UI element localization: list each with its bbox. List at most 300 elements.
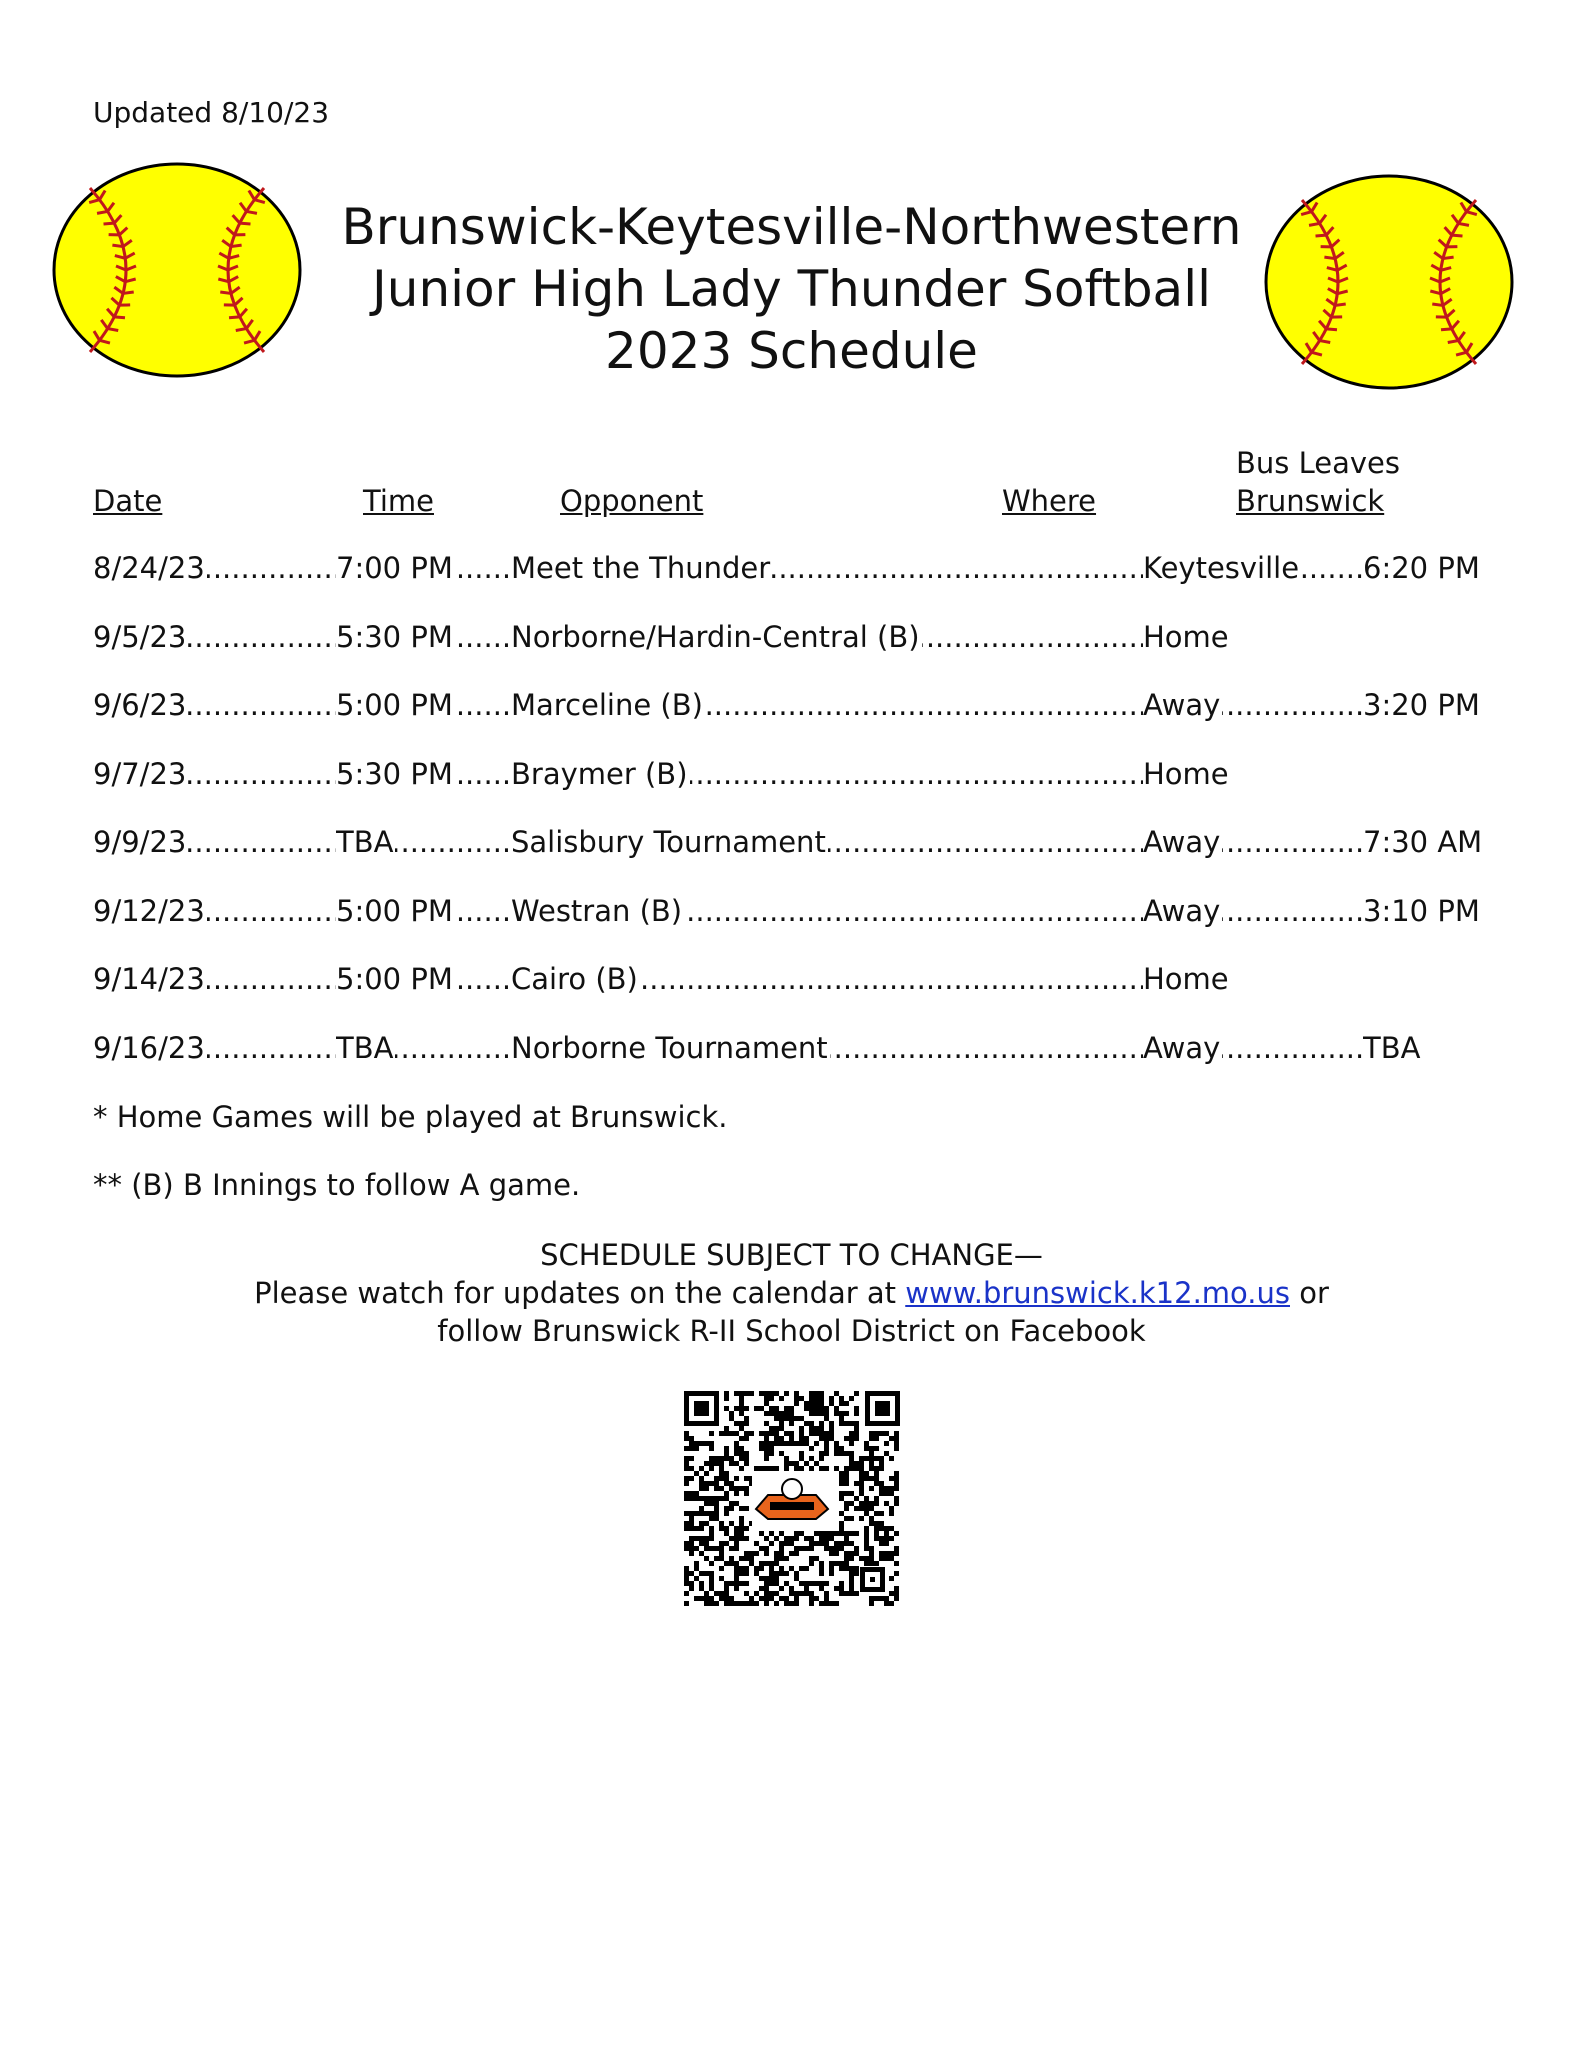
qr-module: [734, 1431, 739, 1436]
qr-module: [804, 1401, 809, 1406]
qr-module: [739, 1396, 744, 1401]
qr-module: [729, 1556, 734, 1561]
qr-module: [859, 1486, 864, 1491]
game-where: Keytesville: [1143, 551, 1300, 585]
qr-module: [869, 1561, 874, 1566]
qr-module: [859, 1476, 864, 1481]
qr-module: [864, 1546, 869, 1551]
qr-module: [734, 1446, 739, 1451]
stitch-mark: [1458, 223, 1469, 225]
qr-module: [764, 1411, 769, 1416]
qr-module: [849, 1456, 854, 1461]
qr-module: [869, 1466, 874, 1471]
qr-module: [794, 1551, 799, 1556]
qr-module: [724, 1506, 729, 1511]
qr-module: [894, 1561, 899, 1566]
qr-module: [699, 1481, 704, 1486]
qr-module: [719, 1596, 724, 1601]
qr-module: [799, 1396, 804, 1401]
qr-module: [809, 1596, 814, 1601]
qr-module: [734, 1576, 739, 1581]
qr-module: [714, 1476, 719, 1481]
qr-module: [709, 1461, 714, 1466]
qr-module: [799, 1591, 804, 1596]
qr-module: [734, 1491, 739, 1496]
qr-module: [714, 1456, 719, 1461]
qr-module: [714, 1501, 719, 1506]
qr-module: [874, 1501, 879, 1506]
stitch-mark: [114, 317, 125, 318]
qr-module: [694, 1546, 699, 1551]
qr-module: [829, 1531, 834, 1536]
qr-module: [809, 1466, 814, 1471]
qr-module: [684, 1511, 689, 1516]
qr-module: [739, 1506, 744, 1511]
qr-module: [784, 1406, 789, 1411]
qr-module: [714, 1516, 719, 1521]
qr-module: [759, 1446, 764, 1451]
qr-module: [779, 1426, 784, 1431]
qr-module: [859, 1506, 864, 1511]
qr-module: [889, 1476, 894, 1481]
stitch-mark: [240, 223, 251, 224]
qr-module: [764, 1391, 769, 1396]
qr-module: [879, 1551, 884, 1556]
qr-module: [734, 1546, 739, 1551]
qr-module: [794, 1401, 799, 1406]
qr-module: [774, 1561, 779, 1566]
game-date: 9/9/23: [93, 825, 187, 859]
qr-module: [854, 1431, 859, 1436]
qr-module: [684, 1521, 689, 1526]
qr-module: [824, 1416, 829, 1421]
qr-module: [794, 1391, 799, 1396]
qr-module: [824, 1406, 829, 1411]
qr-module: [734, 1461, 739, 1466]
stitch-mark: [1326, 329, 1337, 330]
qr-module: [784, 1536, 789, 1541]
qr-module: [774, 1426, 779, 1431]
footer-line-2: [200, 1274, 1383, 1312]
qr-module: [724, 1541, 729, 1546]
qr-module: [779, 1451, 784, 1456]
qr-module: [859, 1556, 864, 1561]
qr-module: [759, 1546, 764, 1551]
qr-module: [754, 1551, 759, 1556]
qr-module: [739, 1391, 744, 1396]
qr-module: [769, 1426, 774, 1431]
qr-module: [844, 1481, 849, 1486]
qr-module: [754, 1466, 759, 1471]
qr-module: [684, 1436, 689, 1441]
qr-module: [819, 1411, 824, 1416]
qr-module: [689, 1466, 694, 1471]
qr-module: [699, 1586, 704, 1591]
game-date: 9/14/23: [93, 962, 205, 996]
qr-module: [874, 1521, 879, 1526]
qr-code-icon[interactable]: [684, 1391, 900, 1607]
game-opponent: Norborne/Hardin-Central (B): [511, 619, 920, 654]
qr-module: [709, 1576, 714, 1581]
game-date: 9/6/23: [93, 688, 187, 722]
qr-module: [814, 1401, 819, 1406]
qr-module: [734, 1406, 739, 1411]
qr-module: [804, 1436, 809, 1441]
qr-module: [759, 1596, 764, 1601]
qr-module: [774, 1571, 779, 1576]
qr-module: [894, 1481, 899, 1486]
qr-module: [829, 1421, 834, 1426]
game-time: 5:30 PM: [336, 756, 453, 791]
qr-module: [779, 1566, 784, 1571]
qr-module: [684, 1581, 689, 1586]
qr-module: [849, 1576, 854, 1581]
qr-module: [759, 1391, 764, 1396]
qr-module: [689, 1511, 694, 1516]
qr-module: [804, 1536, 809, 1541]
qr-module: [844, 1591, 849, 1596]
qr-module: [814, 1596, 819, 1601]
qr-module: [689, 1571, 694, 1576]
stitch-mark: [1320, 341, 1331, 343]
qr-module: [894, 1546, 899, 1551]
thunder-logo-icon: [752, 1471, 832, 1527]
qr-module: [699, 1526, 704, 1531]
qr-module: [734, 1391, 739, 1396]
qr-module: [884, 1531, 889, 1536]
qr-module: [829, 1546, 834, 1551]
qr-module: [714, 1546, 719, 1551]
qr-module: [889, 1511, 894, 1516]
qr-module: [889, 1491, 894, 1496]
qr-module: [779, 1421, 784, 1426]
qr-module: [789, 1441, 794, 1446]
qr-module: [724, 1426, 729, 1431]
qr-module: [849, 1501, 854, 1506]
qr-module: [819, 1396, 824, 1401]
qr-module: [844, 1531, 849, 1536]
qr-module: [759, 1466, 764, 1471]
qr-module: [774, 1591, 779, 1596]
qr-module: [804, 1581, 809, 1586]
qr-module: [704, 1601, 709, 1606]
qr-module: [809, 1431, 814, 1436]
qr-module: [849, 1436, 854, 1441]
qr-module: [699, 1521, 704, 1526]
qr-module: [819, 1466, 824, 1471]
qr-module: [809, 1426, 814, 1431]
qr-module: [779, 1546, 784, 1551]
qr-module: [709, 1581, 714, 1586]
game-date: 9/5/23: [93, 619, 187, 654]
qr-module: [744, 1391, 749, 1396]
qr-module: [724, 1601, 729, 1606]
stitch-mark: [1309, 223, 1320, 225]
qr-module: [764, 1561, 769, 1566]
qr-module: [719, 1541, 724, 1546]
qr-module: [704, 1596, 709, 1601]
qr-module: [744, 1456, 749, 1461]
game-time: 5:00 PM: [336, 688, 453, 722]
qr-module: [869, 1486, 874, 1491]
qr-module: [814, 1581, 819, 1586]
qr-module: [709, 1456, 714, 1461]
qr-module: [864, 1496, 869, 1501]
qr-module: [689, 1536, 694, 1541]
qr-module: [829, 1566, 834, 1571]
qr-module: [784, 1541, 789, 1546]
qr-module: [894, 1501, 899, 1506]
qr-module: [684, 1566, 689, 1571]
game-date: 9/12/23: [93, 893, 205, 928]
qr-module: [794, 1591, 799, 1596]
qr-module: [809, 1401, 814, 1406]
qr-module: [894, 1571, 899, 1576]
qr-module: [854, 1531, 859, 1536]
qr-module: [704, 1486, 709, 1491]
qr-module: [884, 1491, 889, 1496]
website-link[interactable]: www.brunswick.k12.mo.us: [905, 1276, 1290, 1310]
qr-module: [724, 1581, 729, 1586]
qr-module: [839, 1416, 844, 1421]
qr-module: [844, 1566, 849, 1571]
qr-module: [819, 1401, 824, 1406]
qr-module: [814, 1391, 819, 1396]
qr-module: [744, 1601, 749, 1606]
qr-module: [704, 1541, 709, 1546]
qr-module: [874, 1446, 879, 1451]
qr-module: [884, 1501, 889, 1506]
qr-module: [774, 1556, 779, 1561]
stitch-mark: [229, 317, 240, 318]
qr-module: [719, 1546, 724, 1551]
qr-module: [854, 1481, 859, 1486]
qr-module: [889, 1576, 894, 1581]
qr-module: [859, 1461, 864, 1466]
qr-module: [684, 1601, 689, 1606]
qr-module: [709, 1596, 714, 1601]
game-time: 5:30 PM: [336, 619, 453, 654]
qr-module: [839, 1541, 844, 1546]
qr-module: [779, 1531, 784, 1536]
qr-module: [784, 1601, 789, 1606]
qr-module: [744, 1431, 749, 1436]
qr-module: [689, 1476, 694, 1481]
qr-module: [889, 1601, 894, 1606]
qr-module: [824, 1446, 829, 1451]
qr-module: [769, 1541, 774, 1546]
qr-module: [819, 1426, 824, 1431]
qr-module: [809, 1411, 814, 1416]
qr-module: [839, 1491, 844, 1496]
qr-module: [784, 1411, 789, 1416]
qr-module: [709, 1481, 714, 1486]
qr-module: [719, 1551, 724, 1556]
qr-module: [749, 1596, 754, 1601]
qr-module: [874, 1511, 879, 1516]
qr-module: [799, 1466, 804, 1471]
qr-module: [779, 1571, 784, 1576]
qr-module: [864, 1556, 869, 1561]
qr-module: [889, 1436, 894, 1441]
qr-module: [744, 1461, 749, 1466]
qr-module: [739, 1421, 744, 1426]
qr-module: [859, 1481, 864, 1486]
qr-module: [884, 1556, 889, 1561]
qr-module: [794, 1536, 799, 1541]
qr-module: [784, 1466, 789, 1471]
qr-module: [894, 1446, 899, 1451]
qr-module: [714, 1591, 719, 1596]
qr-module: [799, 1531, 804, 1536]
qr-module: [729, 1561, 734, 1566]
qr-module: [894, 1531, 899, 1536]
qr-module: [794, 1466, 799, 1471]
qr-module: [724, 1451, 729, 1456]
qr-module: [824, 1541, 829, 1546]
qr-module: [739, 1556, 744, 1561]
qr-module: [764, 1456, 769, 1461]
qr-module: [769, 1396, 774, 1401]
qr-module: [799, 1451, 804, 1456]
qr-module: [779, 1551, 784, 1556]
qr-module: [769, 1446, 774, 1451]
qr-module: [759, 1561, 764, 1566]
qr-module: [809, 1591, 814, 1596]
qr-module: [839, 1471, 844, 1476]
qr-module: [754, 1571, 759, 1576]
qr-module: [704, 1441, 709, 1446]
qr-module: [879, 1536, 884, 1541]
qr-module: [734, 1561, 739, 1566]
qr-module: [689, 1521, 694, 1526]
qr-module: [844, 1451, 849, 1456]
qr-module: [709, 1501, 714, 1506]
qr-module: [744, 1551, 749, 1556]
qr-module: [849, 1461, 854, 1466]
qr-module: [819, 1531, 824, 1536]
qr-module: [864, 1531, 869, 1536]
qr-module: [784, 1416, 789, 1421]
game-opponent: Norborne Tournament: [511, 1030, 828, 1065]
qr-module: [684, 1546, 689, 1551]
qr-module: [844, 1471, 849, 1476]
qr-module: [784, 1556, 789, 1561]
qr-module: [684, 1541, 689, 1546]
qr-module: [719, 1456, 724, 1461]
qr-module: [854, 1571, 859, 1576]
qr-module: [789, 1536, 794, 1541]
game-where: Home: [1143, 619, 1229, 654]
qr-module: [809, 1446, 814, 1451]
qr-module: [879, 1596, 884, 1601]
stitch-mark: [123, 292, 134, 293]
footer-line-2-pre: Please watch for updates on the calendar at: [254, 1276, 906, 1310]
qr-module: [769, 1596, 774, 1601]
qr-module: [744, 1491, 749, 1496]
qr-module: [684, 1466, 689, 1471]
qr-module: [694, 1446, 699, 1451]
qr-module: [804, 1591, 809, 1596]
game-time: 7:00 PM: [336, 551, 453, 585]
qr-module: [829, 1436, 834, 1441]
qr-module: [759, 1566, 764, 1571]
qr-module: [759, 1586, 764, 1591]
qr-module: [724, 1531, 729, 1536]
qr-module: [734, 1476, 739, 1481]
stitch-mark: [1448, 341, 1459, 343]
qr-module: [834, 1391, 839, 1396]
qr-module: [774, 1601, 779, 1606]
qr-module: [879, 1556, 884, 1561]
game-where: Away: [1143, 825, 1221, 859]
qr-module: [709, 1526, 714, 1531]
header-time: Time: [363, 484, 434, 518]
qr-module: [799, 1441, 804, 1446]
qr-module: [824, 1436, 829, 1441]
qr-module: [864, 1536, 869, 1541]
qr-module: [774, 1406, 779, 1411]
qr-module: [894, 1551, 899, 1556]
qr-module: [764, 1466, 769, 1471]
qr-module: [889, 1536, 894, 1541]
qr-module: [749, 1601, 754, 1606]
qr-module: [839, 1566, 844, 1571]
qr-module: [719, 1431, 724, 1436]
header-date: Date: [93, 484, 163, 518]
qr-module: [769, 1406, 774, 1411]
qr-module: [684, 1571, 689, 1576]
qr-module: [894, 1496, 899, 1501]
stitch-mark: [1452, 235, 1463, 236]
qr-module: [829, 1561, 834, 1566]
qr-module: [729, 1431, 734, 1436]
qr-module: [884, 1551, 889, 1556]
qr-module: [744, 1451, 749, 1456]
qr-module: [689, 1446, 694, 1451]
qr-module: [894, 1486, 899, 1491]
qr-module: [794, 1416, 799, 1421]
qr-module: [834, 1561, 839, 1566]
qr-module: [694, 1576, 699, 1581]
qr-module: [784, 1431, 789, 1436]
qr-module: [879, 1456, 884, 1461]
qr-module: [839, 1481, 844, 1486]
qr-module: [864, 1541, 869, 1546]
qr-module: [864, 1441, 869, 1446]
qr-module: [699, 1541, 704, 1546]
qr-module: [884, 1441, 889, 1446]
qr-module: [759, 1531, 764, 1536]
qr-module: [854, 1496, 859, 1501]
qr-module: [739, 1466, 744, 1471]
header-bus-line-2: Brunswick: [1236, 484, 1385, 518]
qr-module: [839, 1531, 844, 1536]
qr-module: [759, 1406, 764, 1411]
qr-module: [734, 1526, 739, 1531]
qr-module: [774, 1466, 779, 1471]
qr-module: [819, 1571, 824, 1576]
qr-module: [709, 1531, 714, 1536]
qr-module: [779, 1396, 784, 1401]
qr-module: [894, 1431, 899, 1436]
qr-module: [709, 1496, 714, 1501]
qr-module: [869, 1546, 874, 1551]
game-opponent: Braymer (B): [511, 756, 688, 791]
qr-module: [719, 1476, 724, 1481]
qr-module: [724, 1526, 729, 1531]
qr-module: [789, 1461, 794, 1466]
